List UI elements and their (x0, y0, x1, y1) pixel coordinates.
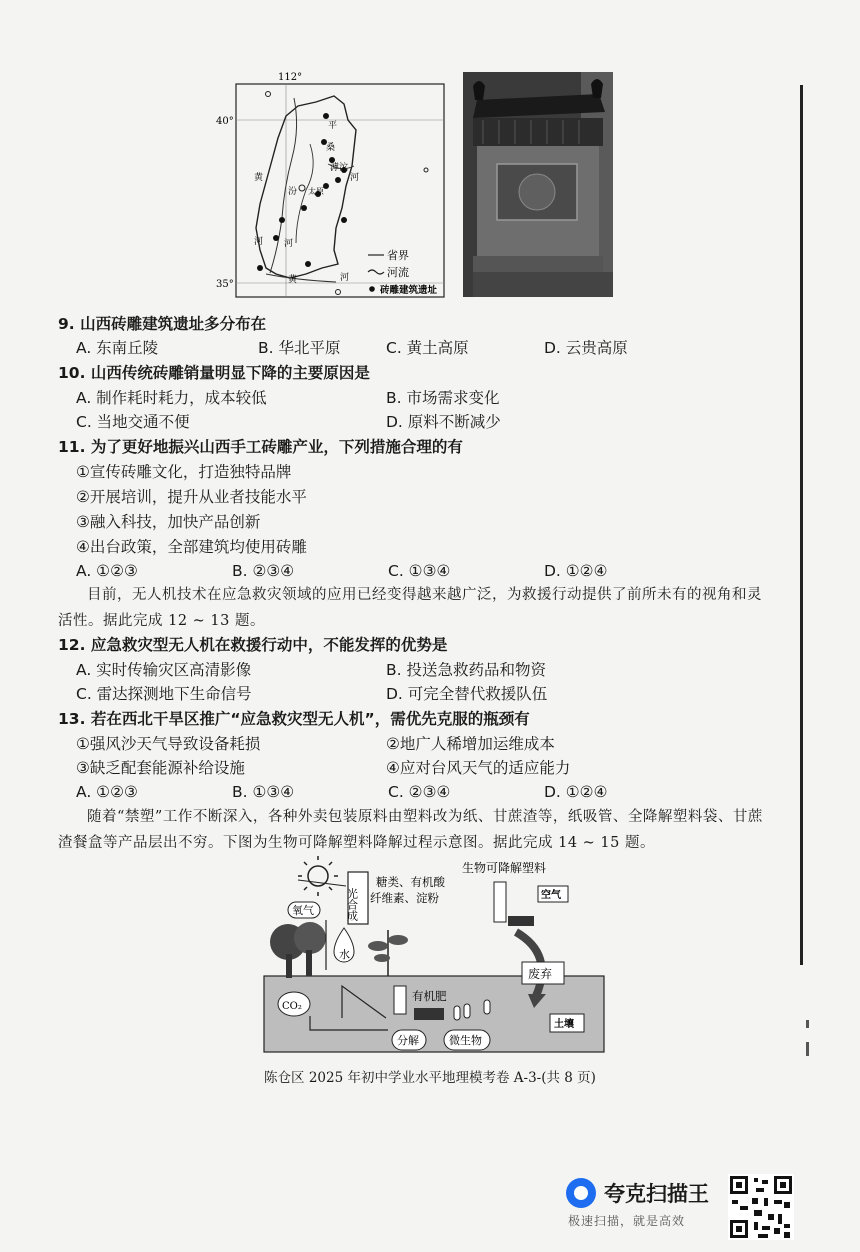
organic-fertilizer-label: 有机肥 (412, 989, 447, 1003)
brand-slogan: 极速扫描，就是高效 (568, 1214, 686, 1228)
plastic-bag-icon (508, 916, 534, 926)
drone-passage: 目前，无人机技术在应急救灾领域的应用已经变得越来越广泛，为救援行动提供了前所未有的视角和灵活性。据此完成 12 ~ 13 题。 (58, 587, 762, 629)
q12-option-d[interactable]: D. 可完全替代救援队伍 (386, 685, 548, 703)
scanner-brand (566, 1172, 726, 1232)
q13-item-3: ③缺乏配套能源补给设施 (76, 759, 245, 777)
map-place-label: 河 (254, 237, 264, 247)
page-footer: 陈仓区 2025 年初中学业水平地理模考卷 A-3-(共 8 页) (264, 1070, 596, 1086)
q11-item-1: ①宣传砖雕文化，打造独特品牌 (76, 463, 292, 481)
map-place-label: 平 (328, 121, 338, 131)
q13-option-d[interactable]: D. ①②④ (544, 783, 608, 801)
map-place-label: 汾 (288, 187, 298, 197)
photosynthesis-label: 光合成 (345, 888, 359, 921)
map-river-label: 河 (350, 173, 360, 183)
legend-border-label: 省界 (387, 249, 409, 262)
question-13-stem: 13. 若在西北干旱区推广“应急救灾型无人机”，需优先克服的瓶颈有 (58, 710, 530, 728)
q11-option-c[interactable]: C. ①③④ (388, 562, 451, 580)
co2-label: CO₂ (282, 1001, 302, 1012)
soil-label: 土壤 (554, 1019, 574, 1030)
q11-item-4: ④出台政策，全部建筑均使用砖雕 (76, 538, 307, 556)
qr-code-icon[interactable] (728, 1174, 794, 1240)
q9-option-c[interactable]: C. 黄土高原 (386, 339, 469, 357)
q10-option-a[interactable]: A. 制作耗时耗力，成本较低 (76, 389, 267, 407)
map-place-label: 黄 (288, 275, 298, 285)
quark-logo-icon (566, 1178, 596, 1208)
q9-option-b[interactable]: B. 华北平原 (258, 339, 341, 357)
biodegradation-diagram (258, 858, 610, 1056)
q13-item-2: ②地广人稀增加运维成本 (386, 735, 555, 753)
plastic-passage: 随着“禁塑”工作不断深入，各种外卖包装原料由塑料改为纸、甘蔗渣等，纸吸管、全降解塑料袋、甘蔗渣餐盒等产品层出不穷。下图为生物可降解塑料降解过程示意图。据此完成 14 ~ 15 题。 (58, 809, 763, 851)
q10-option-b[interactable]: B. 市场需求变化 (386, 389, 500, 407)
products-label-2: 纤维素、淀粉 (370, 891, 439, 905)
q11-item-2: ②开展培训，提升从业者技能水平 (76, 488, 307, 506)
map-lat-bottom-label: 35° (216, 279, 234, 290)
q13-option-a[interactable]: A. ①②③ (76, 783, 138, 801)
q12-option-c[interactable]: C. 雷达探测地下生命信号 (76, 685, 252, 703)
question-10-stem: 10. 山西传统砖雕销量明显下降的主要原因是 (58, 364, 370, 382)
legend-river-symbol (368, 270, 384, 274)
legend-river-label: 河流 (387, 266, 409, 279)
map-place-label: 黄 (254, 173, 264, 183)
brand-name: 夸克扫描王 (604, 1182, 709, 1206)
air-label: 空气 (541, 890, 561, 901)
bio-plastic-title: 生物可降解塑料 (462, 861, 547, 875)
map-river-label: 滹沱 (330, 163, 349, 173)
products-label: 糖类、有机酸 (376, 875, 445, 889)
water-label: 水 (339, 948, 350, 961)
microbe-label: 微生物 (449, 1034, 482, 1047)
q13-option-b[interactable]: B. ①③④ (232, 783, 295, 801)
map-place-label: 桑 (326, 143, 336, 153)
margin-tick (806, 1020, 809, 1028)
sun-icon (298, 856, 338, 896)
q9-option-d[interactable]: D. 云贵高原 (544, 339, 628, 357)
q12-option-b[interactable]: B. 投送急救药品和物资 (386, 661, 546, 679)
map-lat-top-label: 40° (216, 116, 234, 127)
question-12-stem: 12. 应急救灾型无人机在救援行动中，不能发挥的优势是 (58, 636, 448, 654)
q10-option-c[interactable]: C. 当地交通不便 (76, 413, 190, 431)
shanxi-map (216, 68, 452, 303)
fertilizer-bottle-icon (394, 986, 406, 1014)
q13-item-4: ④应对台风天气的适应能力 (386, 759, 571, 777)
question-9-stem: 9. 山西砖雕建筑遗址多分布在 (58, 315, 267, 333)
legend-site-label: 砖雕建筑遗址 (380, 285, 438, 296)
map-place-label: 河 (340, 273, 350, 283)
tree-icon (270, 922, 326, 978)
q13-option-c[interactable]: C. ②③④ (388, 783, 451, 801)
map-place-label: 河 (284, 239, 294, 249)
q9-option-a[interactable]: A. 东南丘陵 (76, 339, 159, 357)
brick-carving-photo (463, 72, 613, 297)
q11-option-d[interactable]: D. ①②④ (544, 562, 608, 580)
legend-site-symbol (369, 286, 375, 292)
map-place-label: 太原 (308, 187, 324, 196)
decompose-label: 分解 (397, 1034, 419, 1047)
q12-option-a[interactable]: A. 实时传输灾区高清影像 (76, 661, 252, 679)
q11-option-a[interactable]: A. ①②③ (76, 562, 138, 580)
map-longitude-label: 112° (278, 72, 303, 83)
q11-item-3: ③融入科技，加快产品创新 (76, 513, 261, 531)
plant-icon (368, 930, 408, 976)
q13-item-1: ①强风沙天气导致设备耗损 (76, 735, 261, 753)
q11-option-b[interactable]: B. ②③④ (232, 562, 295, 580)
plastic-bottle-icon (494, 882, 506, 922)
binding-margin-line (800, 85, 803, 965)
q10-option-d[interactable]: D. 原料不断减少 (386, 413, 501, 431)
question-11-stem: 11. 为了更好地振兴山西手工砖雕产业，下列措施合理的有 (58, 438, 463, 456)
discard-label: 废弃 (528, 967, 553, 981)
margin-tick (806, 1042, 809, 1056)
oxygen-label: 氧气 (292, 904, 314, 917)
